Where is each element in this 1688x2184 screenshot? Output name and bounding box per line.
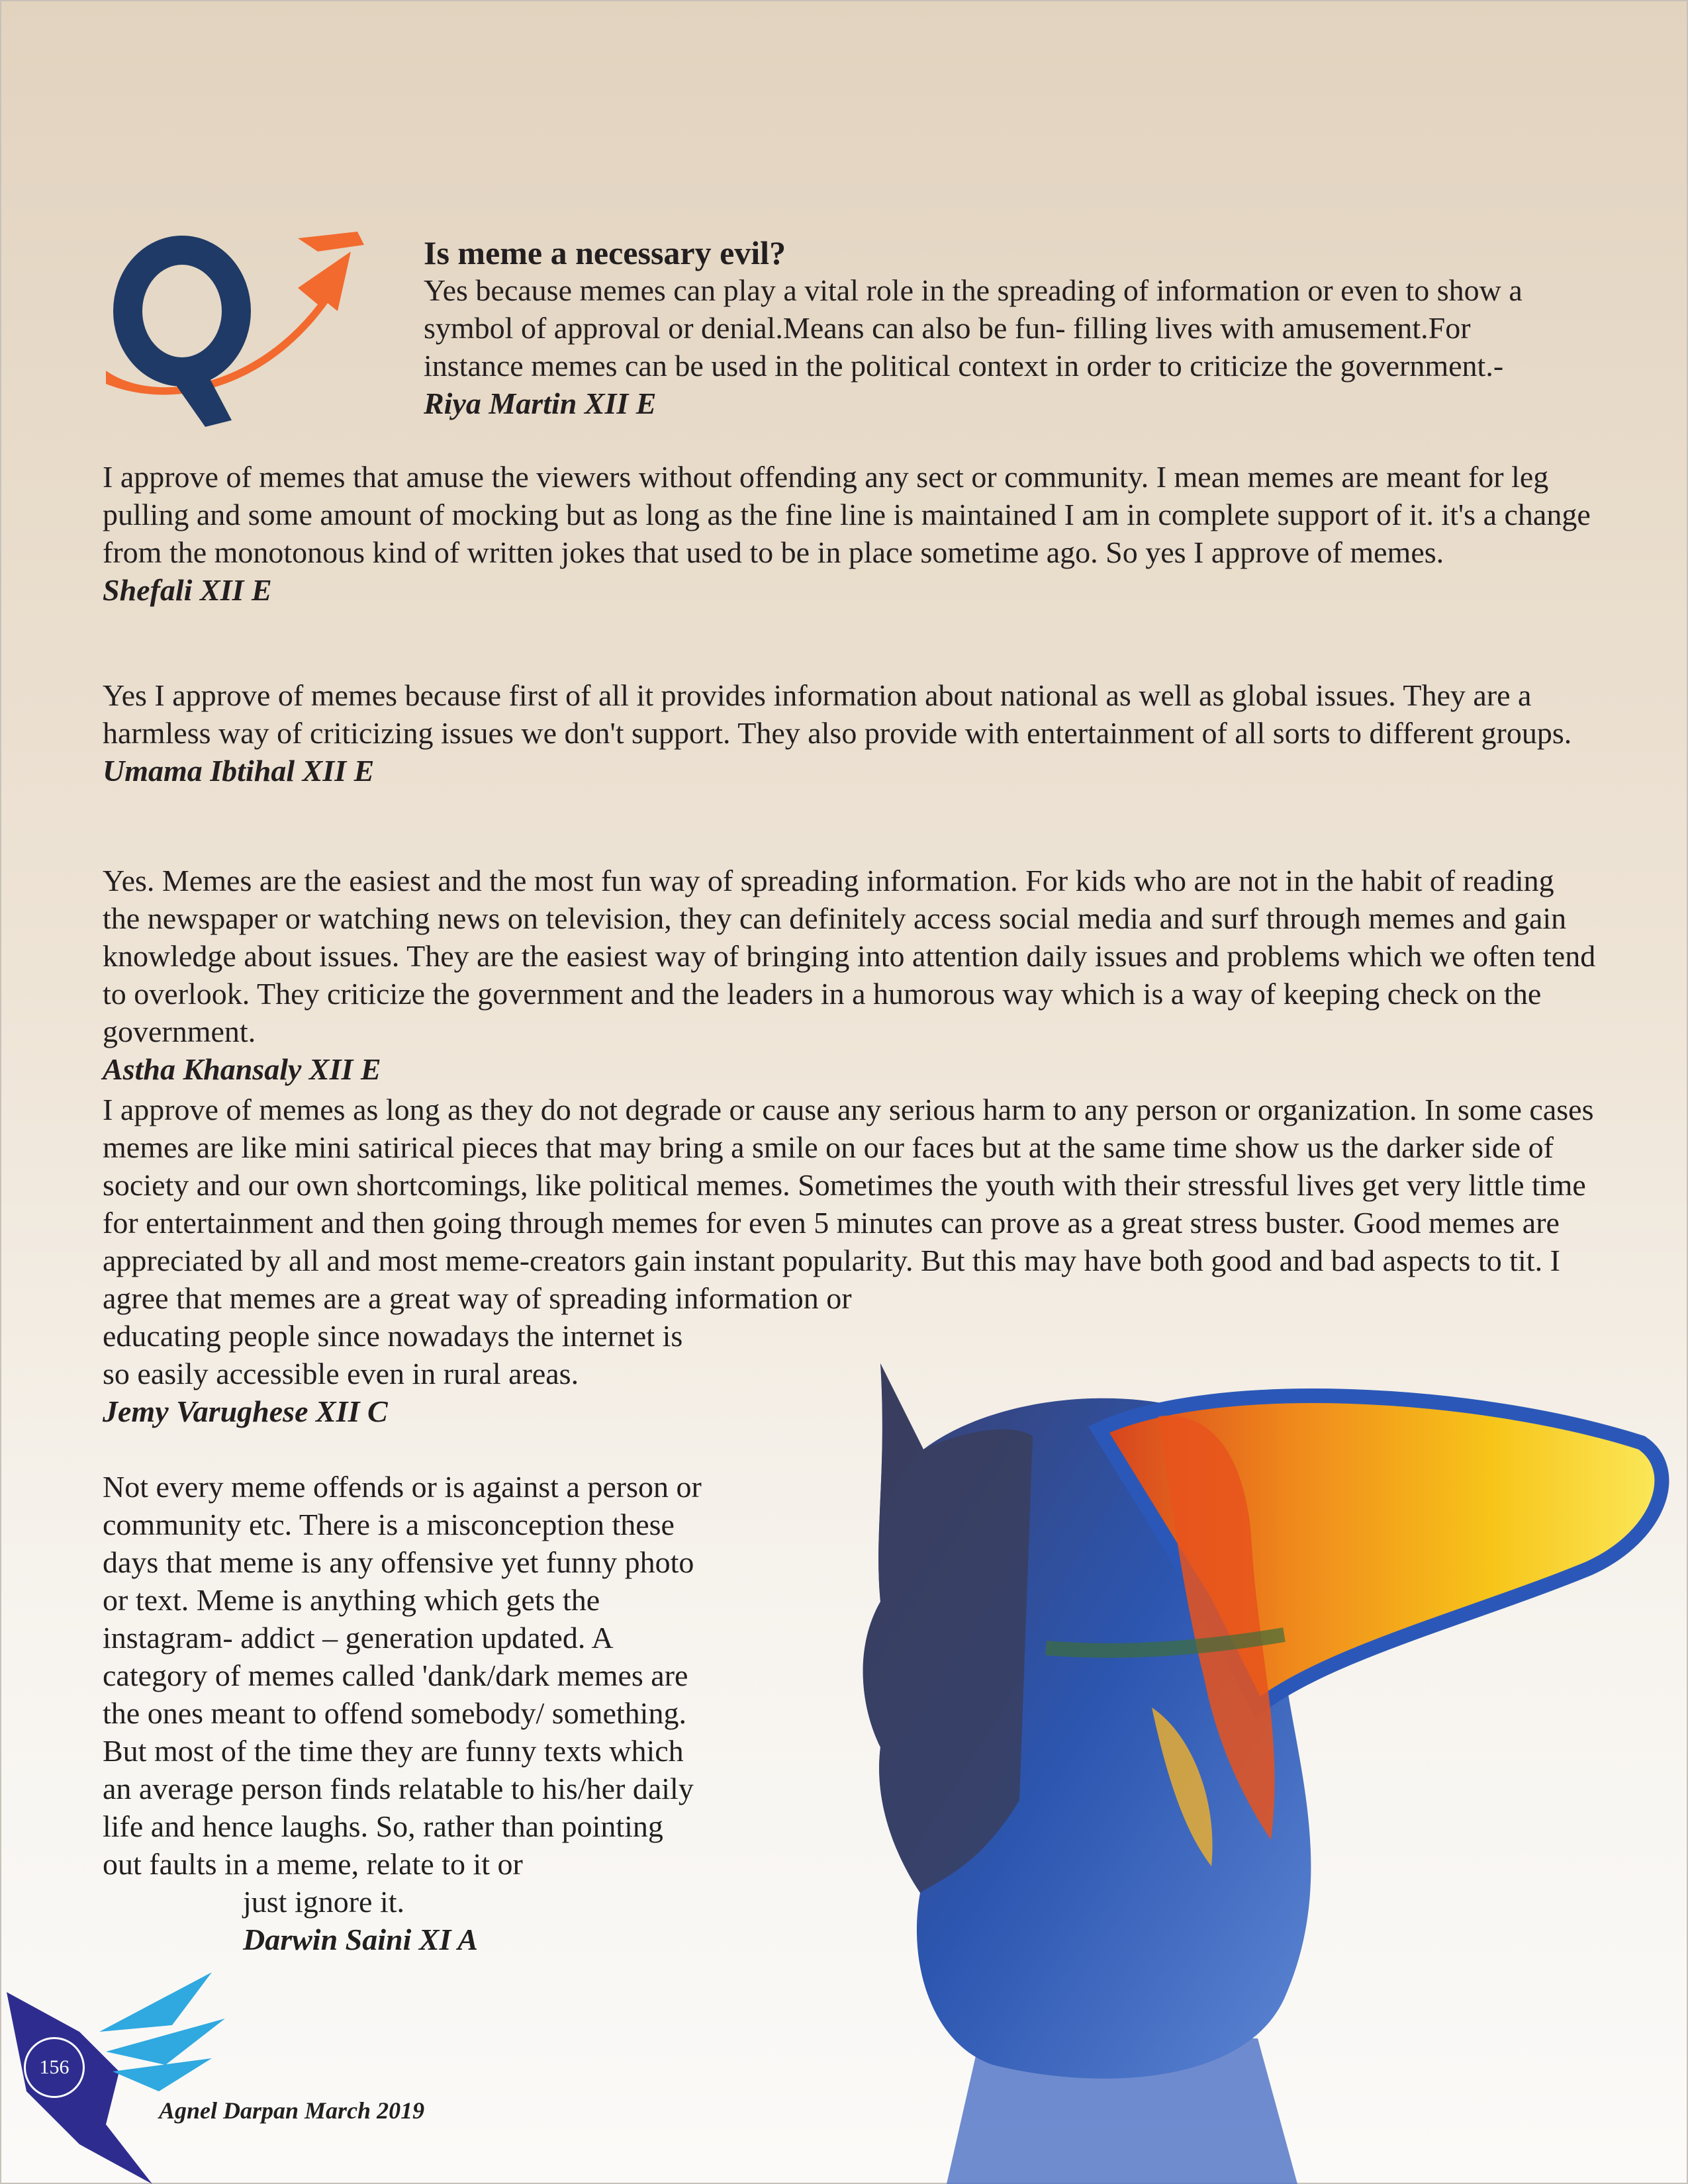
entry-author: Riya Martin XII E — [424, 387, 657, 420]
page-number: 156 — [24, 2037, 85, 2098]
entry-text: I approve of memes as long as they do not degrade or cause any serious harm to any person or organization. In some cases memes are like mini satirical pieces that may bring a smile on our faces but at the same time show us the darker side of society and our own shortcomings, like political memes. Sometimes the youth with their stressful lives get very little time for entertainment and then going through memes for even 5 minutes can prove as a great stress buster. Good memes are appreciated by all and most meme-creators gain instant popularity. But this may have both good and bad aspects to tit. I agree that memes are a great way of spreading information or — [103, 1093, 1594, 1315]
entry-author: Darwin Saini XI A — [243, 1923, 478, 1956]
entry-umama — [103, 676, 1599, 790]
entry-astha — [103, 862, 1599, 1088]
entry-text: Yes I approve of memes because first of all it provides information about national as well as global issues. They are a harmless way of criticizing issues we don't support. They also provide with entertainment of all sorts to different groups. — [103, 678, 1572, 750]
entry-jemy-wide — [103, 1091, 1599, 1317]
entry-text: I approve of memes that amuse the viewers without offending any sect or community. I mean memes are meant for leg pulling and some amount of mocking but as long as the fine line is maintained I am in complete support of it. it's a change from the monotonous kind of written jokes that used to be in place sometime ago. So yes I approve of memes. — [103, 460, 1591, 569]
entry-jemy-narrow — [103, 1317, 685, 1430]
entry-text: educating people since nowadays the internet is so easily accessible even in rural areas. — [103, 1319, 683, 1390]
entry-darwin — [103, 1468, 708, 1958]
publication-footer: Agnel Darpan March 2019 — [159, 2097, 425, 2124]
article-title: Is meme a necessary evil? — [424, 234, 786, 271]
entry-text: Yes. Memes are the easiest and the most fun way of spreading information. For kids who are not in the habit of reading the newspaper or watching news on television, they can definitely access social media and surf through memes and gain knowledge about issues. They are the easiest way of bringing into attention daily issues and problems which we often tend to overlook. They criticize the government and the leaders in a humorous way which is a way of keeping check on the government. — [103, 864, 1596, 1048]
entry-text: Not every meme offends or is against a person or community etc. There is a misconception these days that meme is any offensive yet funny photo or text. Meme is anything which gets the instagram- addict – generation updated. A category of memes called 'dank/dark memes are the ones meant to offend somebody/ something. But most of the time they are funny texts which an average person finds relatable to his/her daily life and hence laughs. So, rather than pointing out faults in a meme, relate to it or — [103, 1470, 702, 1881]
entry-author: Jemy Varughese XII C — [103, 1394, 388, 1428]
entry-text-end: just ignore it. — [243, 1885, 405, 1919]
entry-shefali — [103, 458, 1599, 609]
entry-author: Shefali XII E — [103, 573, 272, 607]
entry-riya — [424, 271, 1549, 422]
watercolor-head-illustration — [781, 1337, 1688, 2184]
entry-text: Yes because memes can play a vital role in the spreading of information or even to show a symbol of approval or denial.Means can also be fun- filling lives with amusement.For instance memes can be used in the political context in order to criticize the government.- — [424, 273, 1523, 383]
entry-author: Astha Khansaly XII E — [103, 1052, 381, 1086]
entry-author: Umama Ibtihal XII E — [103, 754, 375, 788]
q-logo-icon — [99, 225, 397, 437]
